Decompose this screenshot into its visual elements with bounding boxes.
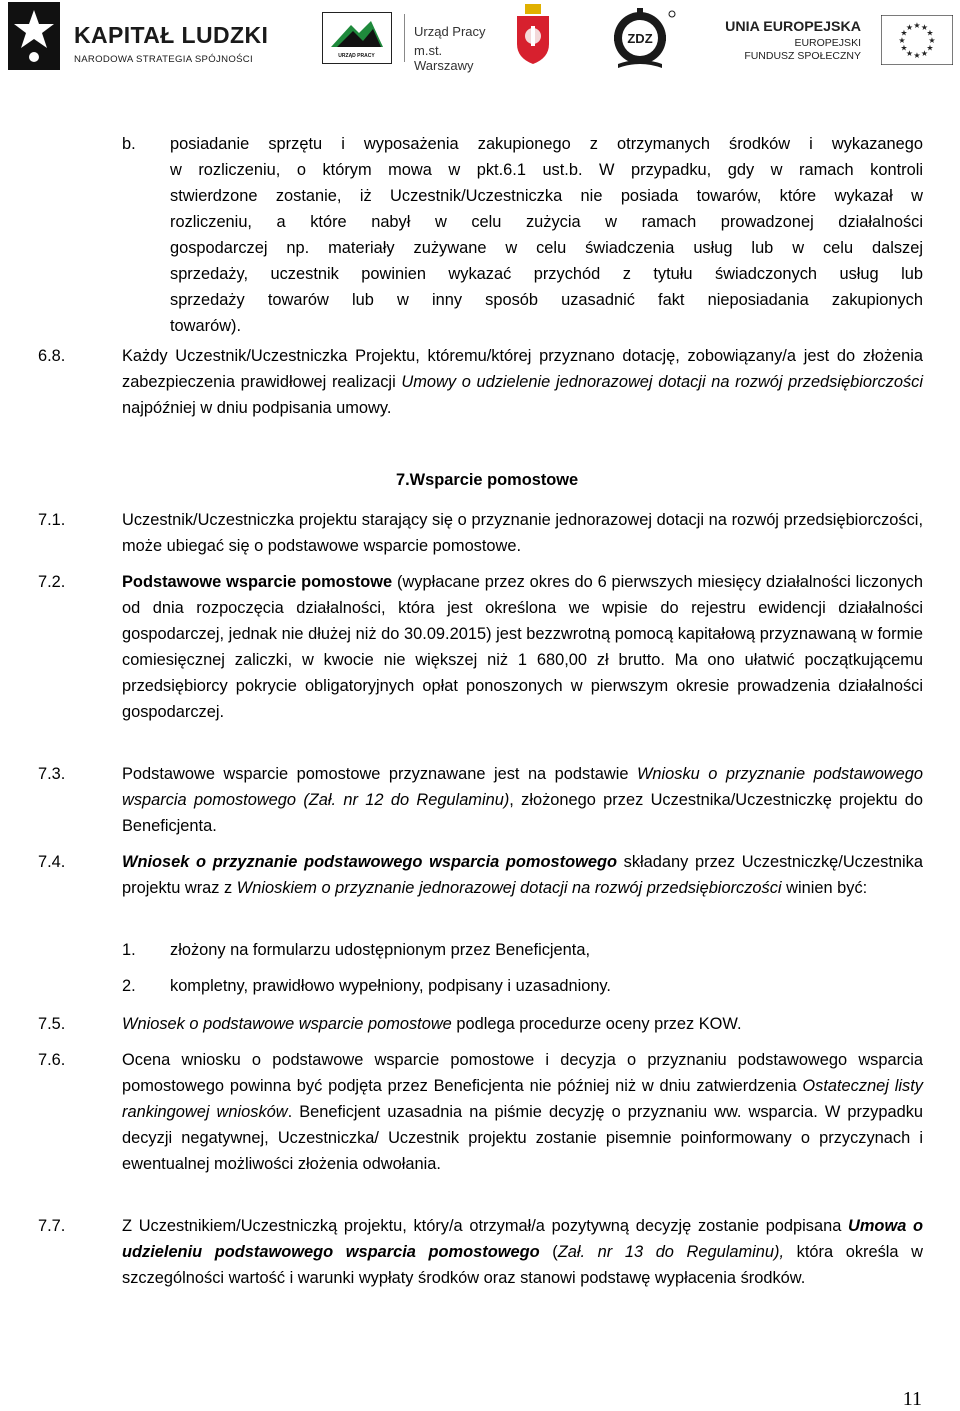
page-header [0,0,960,80]
eu-star-icon: ★ [926,43,934,53]
item-7-7-italic: Zał. nr 13 do Regulaminu), [557,1243,785,1261]
item-7-2-number: 7.2. [38,573,66,591]
warsaw-coat-of-arms-icon [515,4,551,64]
zdz-name: ZDZ [627,31,653,46]
urzad-pracy-line2: m.st. Warszawy [414,43,474,73]
item-7-3-number: 7.3. [38,765,66,783]
item-7-3-text2: , złożonego przez Uczestnika/Uczestniczkę projektu do Beneficjenta. [122,791,923,835]
item-b-label: b. [122,135,136,153]
zdz-logo [600,8,680,72]
list-item: złożony na formularzu udostępnionym przez Beneficjenta, [170,941,591,959]
eu-star-icon: ★ [920,23,929,33]
item-7-7-text3: która określa w szczególności wartość i warunki wypłaty środków oraz stanowi podstawę wypłacenia środków. [122,1243,924,1287]
item-6-8-text2: najpóźniej w dniu podpisania umowy. [122,399,392,417]
list-item-number: 1. [122,941,136,959]
item-7-2-paragraph [122,569,923,725]
item-b-line: stwierdzone zostanie, iż Uczestnik/Uczestniczka nie posiada towarów, które wykazał w [170,187,923,205]
item-7-6-text1: Ocena wniosku o podstawowe wsparcie pomostowe i decyzja o przyznaniu podstawowego wsparcia pomostowego powinna być podjęta przez Beneficjenta nie później niż w dniu zatwierdzenia [122,1051,923,1095]
eu-star-icon: ★ [928,36,936,45]
item-6-8-number: 6.8. [38,347,66,365]
item-7-6-number: 7.6. [38,1051,66,1069]
item-6-8-paragraph [122,343,923,421]
eu-star-icon: ★ [926,28,934,38]
eu-star-icon: ★ [913,51,921,60]
item-7-4-text1: składany przez Uczestniczkę/Uczestnika projektu wraz z [122,853,923,897]
item-b-line: rozliczeniu, a które nabył w celu zużycia w ramach prowadzonej działalności [170,213,923,231]
urzad-pracy-logo [322,12,500,73]
item-7-6-paragraph [122,1047,923,1177]
eu-star-icon: ★ [905,48,914,58]
eu-star-icon: ★ [900,28,908,38]
item-7-2-text: (wypłacane przez okres do 6 pierwszych miesięcy działalności liczonych od dnia rozpoczęcia działalności, która jest określona we wpisie do rejestru ewidencji działalności gospodarczej, jednak nie dłużej niż do 30.09.2015) jest bezzwrotną pomocą kapitałową przyznawaną w formie comiesięcznej zaliczki, w kwocie nie większej niż 1 680,00 zł brutto. Ma ono ułatwić początkującemu przedsiębiorcy pokrycie obligatoryjnych opłat ponoszonych w pierwszym okresie prowadzenia działalności gospodarczej. [122,573,923,721]
eu-star-icon: ★ [900,43,908,53]
ue-line1: UNIA EUROPEJSKA [725,19,861,35]
item-7-3-text1: Podstawowe wsparcie pomostowe przyznawane jest na podstawie [122,765,637,783]
kapital-ludzki-subtitle: NARODOWA STRATEGIA SPÓJNOŚCI [74,54,253,65]
item-7-3-italic: Wniosku o przyznanie podstawowego wsparcia pomostowego (Zał. nr 12 do Regulaminu) [122,765,923,809]
item-b-line: gospodarczej np. materiały zużywane w celu świadczenia usług lub w celu dalszej [170,239,923,257]
item-b-paragraph [170,131,923,339]
kapital-ludzki-emblem-icon [4,2,64,70]
item-7-5-text: podlega procedurze oceny przez KOW. [451,1015,742,1033]
list-item-number: 2. [122,977,136,995]
eu-efs-logo [725,15,953,65]
page-number: 11 [902,1388,922,1410]
kapital-ludzki-title: KAPITAŁ LUDZKI [74,22,269,48]
item-b-line: towarów). [170,317,242,335]
item-7-7-paragraph [122,1213,923,1291]
eu-star-icon: ★ [905,23,914,33]
item-b-line: sprzedaży, uczestnik powinien wykazać przychód z tytułu świadczonych usług lub [170,265,923,283]
item-7-4-number: 7.4. [38,853,66,871]
item-7-5-number: 7.5. [38,1015,66,1033]
urzad-pracy-line1: Urząd Pracy [414,24,486,39]
ue-line2: EUROPEJSKI [794,37,861,49]
item-7-2-bold: Podstawowe wsparcie pomostowe [122,573,393,591]
item-b-line: w rozliczeniu, o którym mowa w pkt.6.1 ust.b. W przypadku, gdy w ramach kontroli [170,161,923,179]
item-7-5-italic: Wniosek o podstawowe wsparcie pomostowe [122,1015,452,1033]
urzad-pracy-emblem-icon [322,12,392,64]
item-7-3-paragraph [122,761,923,839]
section-7-heading: 7.Wsparcie pomostowe [396,471,579,489]
item-b-line: sprzedaży towarów lub w inny sposób uzasadnić fakt nieposiadania zakupionych [170,291,923,309]
item-7-4-bold-italic: Wniosek o przyznanie podstawowego wsparcia pomostowego [122,853,617,871]
item-7-7-number: 7.7. [38,1217,66,1235]
item-7-5-paragraph [122,1011,923,1037]
eu-star-icon: ★ [913,21,921,30]
item-6-8-italic: Umowy o udzielenie jednorazowej dotacji na rozwój przedsiębiorczości [401,373,923,391]
item-7-4-italic: Wnioskiem o przyznanie jednorazowej dotacji na rozwój przedsiębiorczości [236,879,782,897]
item-7-1-number: 7.1. [38,511,66,529]
eu-star-icon: ★ [898,36,906,45]
item-7-7-bold-italic: Umowa o udzieleniu podstawowego wsparcia pomostowego [122,1217,923,1261]
list-item: kompletny, prawidłowo wypełniony, podpisany i uzasadniony. [170,977,611,995]
item-7-1-paragraph: Uczestnik/Uczestniczka projektu starający się o przyznanie jednorazowej dotacji na rozwój przedsiębiorczości, może ubiegać się o podstawowe wsparcie pomostowe. [122,511,923,555]
item-7-7-text1: Z Uczestnikiem/Uczestniczką projektu, który/a otrzymał/a pozytywną decyzję zostanie podpisana [122,1217,849,1235]
ue-line3: FUNDUSZ SPOŁECZNY [744,50,861,62]
item-6-8-text1: Każdy Uczestnik/Uczestniczka Projektu, któremu/której przyznano dotację, zobowiązany/a jest do złożenia zabezpieczenia prawidłowej realizacji [122,347,923,391]
item-7-6-text2: . Beneficjent uzasadnia na piśmie decyzję o przyznaniu ww. wsparcia. W przypadku decyzji negatywnej, Uczestniczka/ Uczestnik projektu zostanie pisemnie poinformowany o przyczynach i ewentualnej możliwości złożenia odwołania. [122,1103,924,1173]
item-7-7-text2: ( [539,1243,558,1261]
item-7-6-italic: Ostatecznej listy rankingowej wniosków [122,1077,923,1121]
urzad-pracy-box-text: URZĄD PRACY [338,53,375,59]
kapital-ludzki-logo [4,2,269,70]
eu-star-icon: ★ [920,48,929,58]
divider [404,14,405,62]
zdz-gear-icon [600,8,680,72]
item-7-4-paragraph [122,849,923,901]
item-7-4-text2: winien być: [781,879,868,897]
eu-flag-icon [881,15,953,65]
item-b-line: posiadanie sprzętu i wyposażenia zakupionego z otrzymanych środków i wykazanego [170,135,923,153]
